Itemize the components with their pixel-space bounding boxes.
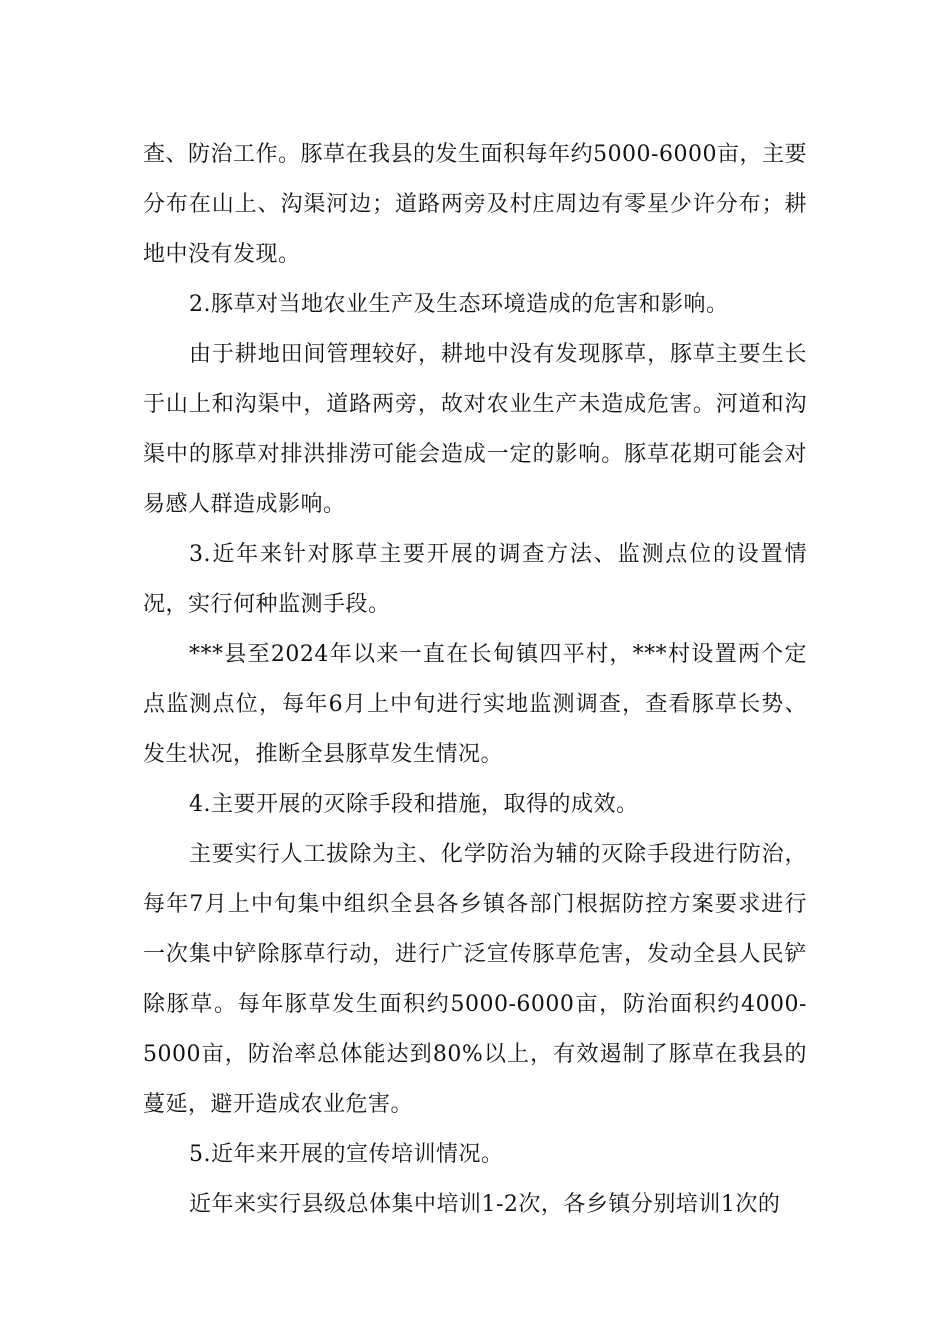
section-heading-4: 4.主要开展的灭除手段和措施，取得的成效。 [189, 792, 639, 817]
document-body [143, 130, 807, 1230]
section-heading-5: 5.近年来开展的宣传培训情况。 [189, 1142, 504, 1167]
section-heading-3: 3.近年来针对豚草主要开展的调查方法、监测点位的设置情况，实行何种监测手段。 [143, 542, 807, 617]
paragraph-training: 近年来实行县级总体集中培训1-2次，各乡镇分别培训1次的 [189, 1192, 781, 1217]
paragraph-impact: 由于耕地田间管理较好，耕地中没有发现豚草，豚草主要生长于山上和沟渠中，道路两旁，故对农业生产未造成危害。河道和沟渠中的豚草对排洪排涝可能会造成一定的影响。豚草花期可能会对易感人群造成影响。 [143, 342, 807, 517]
paragraph-monitoring: ***县至2024年以来一直在长甸镇四平村，***村设置两个定点监测点位，每年6月上中旬进行实地监测调查，查看豚草长势、发生状况，推断全县豚草发生情况。 [143, 642, 807, 767]
paragraph-continuation: 查、防治工作。豚草在我县的发生面积每年约5000-6000亩，主要分布在山上、沟渠河边；道路两旁及村庄周边有零星少许分布；耕地中没有发现。 [143, 142, 807, 267]
section-heading-2: 2.豚草对当地农业生产及生态环境造成的危害和影响。 [189, 292, 729, 317]
paragraph-control-measures: 主要实行人工拔除为主、化学防治为辅的灭除手段进行防治，每年7月上中旬集中组织全县各乡镇各部门根据防控方案要求进行一次集中铲除豚草行动，进行广泛宣传豚草危害，发动全县人民铲除豚草。每年豚草发生面积约5000-6000亩，防治面积约4000-5000亩，防治率总体能达到80%以上，有效遏制了豚草在我县的蔓延，避开造成农业危害。 [143, 842, 807, 1117]
